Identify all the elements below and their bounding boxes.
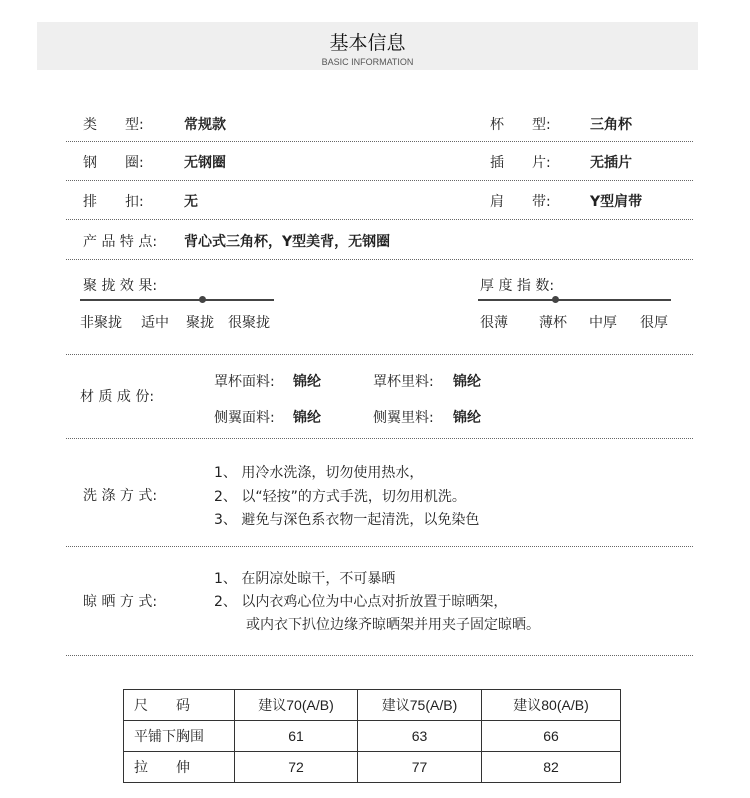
push-up-option: 适中 bbox=[141, 315, 169, 331]
washing-line: 3、 避免与深色系衣物一起清洗，以免染色 bbox=[214, 512, 480, 528]
thickness-option: 薄杯 bbox=[539, 315, 567, 331]
table-cell: 82 bbox=[482, 752, 621, 783]
thickness-option: 很薄 bbox=[480, 315, 508, 331]
attr-value: 无插片 bbox=[590, 155, 632, 171]
size-table bbox=[123, 689, 621, 783]
material-item-label: 罩杯里料: bbox=[373, 374, 434, 390]
washing-line: 2、 以“轻按”的方式手洗，切勿用机洗。 bbox=[214, 489, 466, 505]
table-cell: 平铺下胸围 bbox=[124, 721, 235, 752]
thickness-scale bbox=[478, 299, 671, 301]
drying-line: 1、 在阴凉处晾干，不可暴晒 bbox=[214, 571, 396, 587]
material-item-value: 锦纶 bbox=[453, 374, 481, 390]
attr-label: 杯 型: bbox=[490, 117, 551, 133]
drying-line: 或内衣下扒位边缘齐晾晒架并用夹子固定晾晒。 bbox=[246, 617, 540, 633]
divider bbox=[66, 219, 693, 220]
table-header: 建议80(A/B) bbox=[482, 690, 621, 721]
push-up-marker bbox=[199, 296, 206, 303]
material-label: 材 质 成 份: bbox=[80, 389, 155, 405]
material-item-value: 锦纶 bbox=[293, 410, 321, 426]
table-header: 建议75(A/B) bbox=[358, 690, 482, 721]
attr-value: 常规款 bbox=[184, 117, 226, 133]
divider bbox=[66, 141, 693, 142]
section-title: 基本信息 bbox=[329, 32, 406, 54]
table-cell: 77 bbox=[358, 752, 482, 783]
divider bbox=[66, 655, 693, 656]
washing-label: 洗 涤 方 式: bbox=[83, 488, 158, 504]
material-item-label: 侧翼面料: bbox=[214, 410, 275, 426]
drying-line: 2、 以内衣鸡心位为中心点对折放置于晾晒架， bbox=[214, 594, 508, 610]
attr-value: 无钢圈 bbox=[184, 155, 226, 171]
features-label: 产 品 特 点: bbox=[83, 234, 158, 250]
attr-value: Y型肩带 bbox=[590, 194, 643, 210]
material-item-label: 侧翼里料: bbox=[373, 410, 434, 426]
push-up-option: 很聚拢 bbox=[228, 315, 270, 331]
table-header: 建议70(A/B) bbox=[235, 690, 358, 721]
divider bbox=[66, 546, 693, 547]
attr-label: 钢 圈: bbox=[83, 155, 144, 171]
divider bbox=[66, 259, 693, 260]
table-row bbox=[124, 721, 621, 752]
washing-line: 1、 用冷水洗涤，切勿使用热水， bbox=[214, 465, 424, 481]
material-item-value: 锦纶 bbox=[453, 410, 481, 426]
thickness-marker bbox=[552, 296, 559, 303]
push-up-label: 聚 拢 效 果: bbox=[83, 278, 158, 294]
attr-label: 类 型: bbox=[83, 117, 144, 133]
thickness-option: 很厚 bbox=[640, 315, 668, 331]
push-up-option: 非聚拢 bbox=[80, 315, 122, 331]
push-up-scale bbox=[80, 299, 274, 301]
attr-label: 肩 带: bbox=[490, 194, 551, 210]
divider bbox=[66, 180, 693, 181]
table-cell: 72 bbox=[235, 752, 358, 783]
table-cell: 63 bbox=[358, 721, 482, 752]
material-item-value: 锦纶 bbox=[293, 374, 321, 390]
table-row bbox=[124, 752, 621, 783]
thickness-option: 中厚 bbox=[589, 315, 617, 331]
table-header-row bbox=[124, 690, 621, 721]
features-value: 背心式三角杯，Y型美背，无钢圈 bbox=[184, 234, 391, 250]
table-cell: 66 bbox=[482, 721, 621, 752]
thickness-label: 厚 度 指 数: bbox=[480, 278, 555, 294]
material-item-label: 罩杯面料: bbox=[214, 374, 275, 390]
attr-value: 无 bbox=[184, 194, 198, 210]
push-up-option: 聚拢 bbox=[186, 315, 214, 331]
table-cell: 拉 伸 bbox=[124, 752, 235, 783]
divider bbox=[66, 354, 693, 355]
attr-value: 三角杯 bbox=[590, 117, 632, 133]
attr-label: 插 片: bbox=[490, 155, 551, 171]
table-header: 尺 码 bbox=[124, 690, 235, 721]
attr-label: 排 扣: bbox=[83, 194, 144, 210]
section-subtitle: BASIC INFORMATION bbox=[321, 57, 414, 67]
divider bbox=[66, 438, 693, 439]
drying-label: 晾 晒 方 式: bbox=[83, 594, 158, 610]
section-header bbox=[37, 22, 698, 70]
table-cell: 61 bbox=[235, 721, 358, 752]
